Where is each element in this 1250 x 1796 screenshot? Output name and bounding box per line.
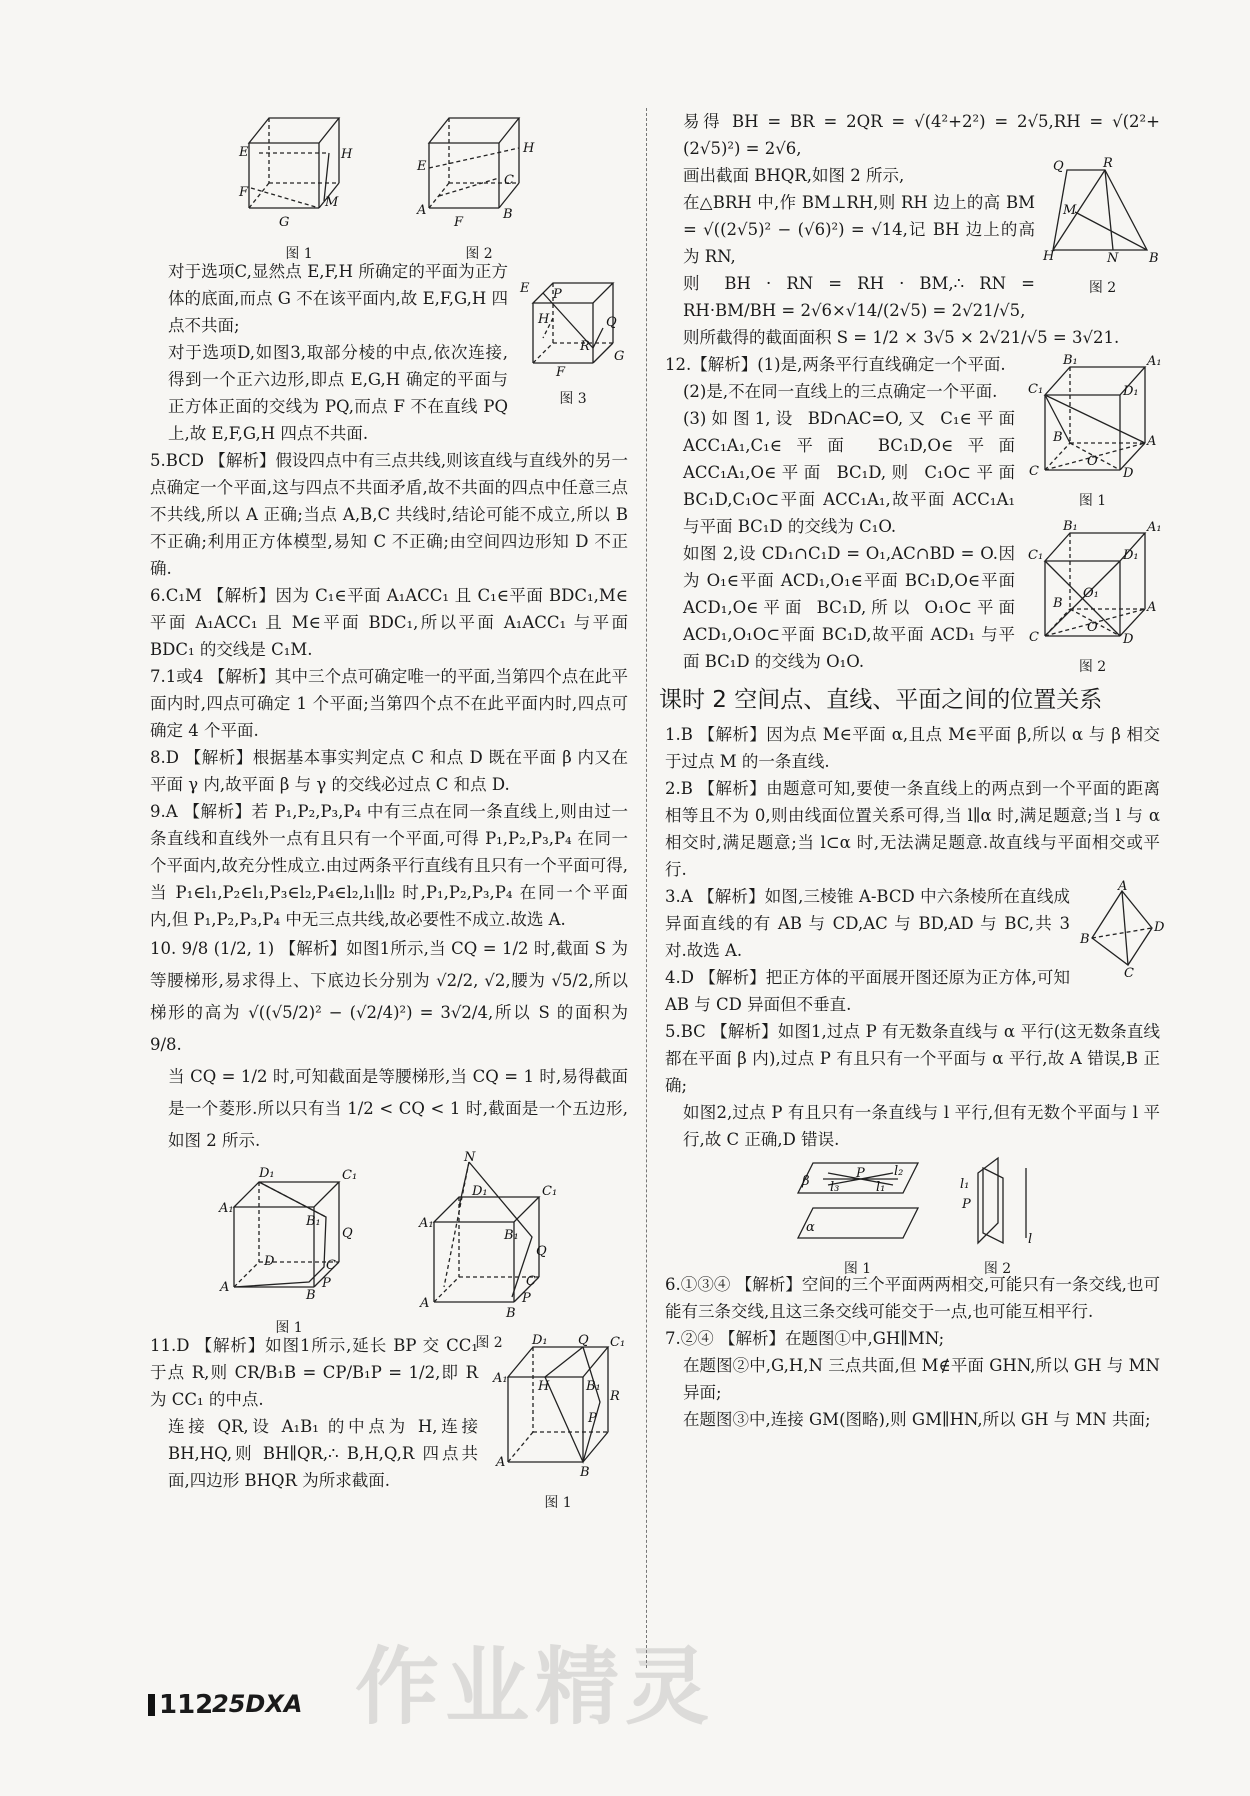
- planes-figure-2: [958, 1153, 1038, 1277]
- svg-text:Q: Q: [578, 1333, 589, 1348]
- svg-text:O: O: [1087, 620, 1098, 635]
- planes-fig2-caption: 图 2: [983, 1261, 1012, 1277]
- svg-text:M: M: [325, 195, 339, 210]
- figure-1-caption: 图 1: [285, 246, 313, 262]
- q11-cont-1: 易得 BH = BR = 2QR = √(4²+2²) = 2√5,RH = √(2²+(2√5)²) = 2√6,: [683, 112, 1160, 158]
- svg-text:H: H: [538, 1379, 550, 1394]
- svg-text:G: G: [614, 349, 625, 364]
- q11-figure-caption: 图 1: [544, 1495, 572, 1511]
- svg-text:A: A: [496, 1455, 506, 1470]
- q10-figures: [150, 1150, 628, 1351]
- q11-cont-5: 则所截得的截面面积 S = 1/2 × 3√5 × 2√21/√5 = 3√21.: [683, 328, 1120, 347]
- svg-text:P: P: [588, 1411, 597, 1426]
- svg-text:α: α: [805, 1220, 815, 1235]
- svg-text:E: E: [417, 159, 427, 174]
- lesson2-answer-6: 6.①③④ 【解析】空间的三个平面两两相交,可能只有一条交线,也可能有三条交线,且这三条交线可能交于一点,也可能互相平行.: [665, 1275, 1160, 1321]
- svg-text:l₂: l₂: [893, 1164, 903, 1179]
- tetrahedron-figure: [1080, 879, 1165, 986]
- trapezoid-bhqr: [1043, 156, 1160, 267]
- svg-text:A: A: [1147, 434, 1157, 449]
- page-marker-icon: [148, 1694, 155, 1716]
- left-column: [150, 108, 628, 1521]
- lesson2-answer-1: 1.B 【解析】因为点 M∈平面 α,且点 M∈平面 β,所以 α 与 β 相交于过点 M 的一条直线.: [665, 725, 1160, 771]
- svg-text:B: B: [1053, 596, 1063, 611]
- lesson2-answer-4: 4.D 【解析】把正方体的平面展开图还原为正方体,可知 AB 与 CD 异面但不垂直.: [665, 968, 1070, 1014]
- svg-text:B: B: [1053, 430, 1063, 445]
- figure-2-top: [409, 108, 549, 262]
- svg-text:F: F: [239, 185, 249, 200]
- svg-text:A: A: [417, 203, 427, 218]
- lesson-heading: 课时 2 空间点、直线、平面之间的位置关系: [659, 687, 1103, 713]
- figure-3-caption: 图 3: [559, 391, 587, 407]
- svg-text:P: P: [553, 287, 562, 302]
- svg-text:O: O: [1087, 454, 1098, 469]
- svg-text:B₁: B₁: [1063, 353, 1078, 368]
- svg-text:N: N: [464, 1150, 476, 1165]
- figure-3: [518, 278, 628, 413]
- svg-text:Q: Q: [606, 315, 617, 330]
- svg-text:D: D: [1123, 466, 1134, 481]
- svg-text:l₃: l₃: [829, 1180, 839, 1195]
- svg-text:Q: Q: [342, 1226, 353, 1241]
- svg-text:D: D: [264, 1254, 275, 1269]
- lesson2-answer-2: 2.B 【解析】由题意可知,要使一条直线上的两点到一个平面的距离相等且不为 0,则由线面位置关系可得,当 l∥α 时,满足题意;当 l 与 α 相交时,满足题意;当 l⊂α 时,无法满足题意.故直线与平面相交或平行.: [665, 779, 1160, 879]
- svg-text:B₁: B₁: [504, 1228, 519, 1243]
- svg-text:A₁: A₁: [1147, 520, 1162, 535]
- cube-q10-fig1: [214, 1157, 364, 1307]
- q12-fig1-caption: 图 1: [1078, 493, 1107, 509]
- planes-fig2: [958, 1153, 1038, 1248]
- tetrahedron: [1080, 879, 1165, 981]
- q11-cont-4: 则 BH · RN = RH · BM,∴ RN = RH·BM/BH = 2√6×√14/(2√5) = 2√21/√5,: [683, 274, 1035, 320]
- svg-text:P: P: [855, 1166, 865, 1181]
- page-number: [148, 1690, 213, 1720]
- svg-text:A: A: [420, 1296, 430, 1311]
- svg-text:B: B: [580, 1465, 590, 1480]
- answer-10-tail: 当 CQ = 1/2 时,可知截面是等腰梯形,当 CQ = 1 时,易得截面是一个菱形.所以只有当 1/2 < CQ < 1 时,截面是一个五边形,如图 2 所示.: [168, 1067, 628, 1150]
- q11-figure: [488, 1332, 628, 1517]
- answer-8: 8.D 【解析】根据基本事实判定点 C 和点 D 既在平面 β 内又在平面 γ 内,故平面 β 与 γ 的交线必过点 C 和点 D.: [150, 748, 628, 794]
- svg-text:B: B: [1080, 932, 1090, 947]
- lesson2-answer-3: 3.A 【解析】如图,三棱锥 A-BCD 中六条棱所在直线成异面直线的有 AB 与 CD,AC 与 BD,AD 与 BC,共 3 对.故选 A.: [665, 887, 1070, 960]
- svg-text:R: R: [610, 1389, 620, 1404]
- svg-text:A: A: [220, 1280, 230, 1295]
- planes-figures: [665, 1153, 1160, 1277]
- trapezoid-caption: 图 2: [1088, 280, 1117, 296]
- cube-q12-fig2: [1025, 521, 1160, 646]
- svg-text:H: H: [341, 147, 353, 162]
- svg-text:A₁: A₁: [1147, 354, 1162, 369]
- answer-12c: (3)如图1,设 BD∩AC=O,又 C₁∈平面 ACC₁A₁,C₁∈平面 BC₁D,O∈平面 ACC₁A₁,O∈平面 BC₁D,则 C₁O⊂平面 BC₁D,C₁O⊂平面 ACC₁A₁,故平面 ACC₁A₁ 与平面 BC₁D 的交线为 C₁O.: [683, 409, 1015, 536]
- lesson2-answer-7b: 在题图②中,G,H,N 三点共面,但 M∉平面 GHN,所以 GH 与 MN 异面;: [683, 1356, 1160, 1402]
- top-figures: [150, 108, 628, 262]
- svg-text:A₁: A₁: [219, 1201, 234, 1216]
- svg-text:C: C: [1029, 630, 1039, 645]
- svg-text:D₁: D₁: [532, 1333, 548, 1348]
- svg-text:l₁: l₁: [875, 1180, 885, 1195]
- planes-fig1-caption: 图 1: [843, 1261, 872, 1277]
- svg-text:P: P: [322, 1276, 331, 1291]
- svg-text:D₁: D₁: [1123, 548, 1139, 563]
- q10-figure-1: [214, 1157, 364, 1336]
- answer-7: 7.1或4 【解析】其中三个点可确定唯一的平面,当第四个点在此平面内时,四点可确定 1 个平面;当第四个点不在此平面内时,四点可确定 4 个平面.: [150, 667, 628, 740]
- svg-text:H: H: [538, 312, 550, 327]
- svg-text:R: R: [1103, 156, 1113, 171]
- right-column: [659, 108, 1165, 1433]
- svg-text:D₁: D₁: [472, 1184, 488, 1199]
- svg-text:H: H: [1043, 249, 1055, 264]
- option-c-text: 对于选项C,显然点 E,F,H 所确定的平面为正方体的底面,而点 G 不在该平面内,故 E,F,G,H 四点不共面;: [168, 262, 508, 335]
- answer-10-head: 10. 9/8 (1/2, 1) 【解析】如图1所示,当 CQ = 1/2 时,截面 S 为等腰梯形,易求得上、下底边长分别为 √2/2, √2,腰为 √5/2,所以梯形的高为 √((√5/2)² − (√2/4)²) = 3√2/4,所以 S 的面积为 9/8.: [150, 939, 628, 1054]
- svg-text:C: C: [1029, 464, 1039, 479]
- q12-fig2-caption: 图 2: [1078, 659, 1107, 675]
- answer-5: 5.BCD 【解析】假设四点中有三点共线,则该直线与直线外的另一点确定一个平面,这与四点不共面矛盾,故不共面的四点中任意三点不共线,所以 A 正确;当点 A,B,C 共线时,结论可能不成立,所以 B 不正确;利用正方体模型,易知 C 不正确;由空间四边形知 D 不正确.: [150, 451, 628, 578]
- svg-text:C: C: [1124, 966, 1134, 981]
- svg-text:R: R: [580, 339, 590, 354]
- cube-figure-1: [229, 108, 369, 233]
- svg-text:P: P: [961, 1197, 971, 1212]
- q12-figures: [1025, 355, 1160, 681]
- svg-text:B: B: [1149, 251, 1159, 266]
- svg-text:D: D: [1123, 632, 1134, 647]
- svg-text:C₁: C₁: [542, 1184, 558, 1199]
- svg-text:P: P: [522, 1291, 531, 1306]
- svg-text:β: β: [801, 1174, 810, 1189]
- svg-text:F: F: [556, 365, 566, 380]
- answer-11-b: 连接 QR,设 A₁B₁ 的中点为 H,连接 BH,HQ,则 BH∥QR,∴ B,H,Q,R 四点共面,四边形 BHQR 为所求截面.: [168, 1417, 478, 1490]
- answer-9: 9.A 【解析】若 P₁,P₂,P₃,P₄ 中有三点在同一条直线上,则由过一条直线和直线外一点有且只有一个平面,可得 P₁,P₂,P₃,P₄ 在同一个平面内,故充分性成立.由过两条平行直线有且只有一个平面可得,当 P₁∈l₁,P₂∈l₁,P₃∈l₂,P₄∈l₂,l₁∥l₂ 时,P₁,P₂,P₃,P₄ 在同一个平面内,但 P₁,P₂,P₃,P₄ 中无三点共线,故必要性不成立.故选 A.: [150, 802, 628, 929]
- column-divider: [646, 108, 647, 1668]
- option-d-text: 对于选项D,如图3,取部分棱的中点,依次连接,得到一个正六边形,即点 E,G,H 确定的平面与正方体正面的交线为 PQ,而点 F 不在直线 PQ 上,故 E,F,G,H 四点不共面.: [168, 343, 508, 443]
- svg-text:B: B: [506, 1306, 516, 1321]
- svg-text:B: B: [306, 1288, 316, 1303]
- answer-6: 6.C₁M 【解析】因为 C₁∈平面 A₁ACC₁ 且 C₁∈平面 BDC₁,M∈平面 A₁ACC₁ 且 M∈平面 BDC₁,所以平面 A₁ACC₁ 与平面 BDC₁ 的交线是 C₁M.: [150, 586, 628, 659]
- trapezoid-figure: [1043, 156, 1160, 302]
- svg-text:F: F: [454, 215, 464, 230]
- answer-11: 11.D 【解析】如图1所示,延长 BP 交 CC₁ 于点 R,则 CR/B₁B = CP/B₁P = 1/2,即 R 为 CC₁ 的中点.: [150, 1336, 478, 1409]
- svg-text:l: l: [1027, 1232, 1032, 1247]
- q11-cont-2: 画出截面 BHQR,如图 2 所示,: [683, 166, 905, 185]
- book-code: 25DXA: [212, 1690, 303, 1718]
- svg-text:D₁: D₁: [259, 1166, 275, 1181]
- svg-text:N: N: [1107, 251, 1119, 266]
- figure-2-caption: 图 2: [465, 246, 493, 262]
- answer-12d: 如图 2,设 CD₁∩C₁D = O₁,AC∩BD = O.因为 O₁∈平面 ACD₁,O₁∈平面 BC₁D,O∈平面 ACD₁,O∈平面 BC₁D,所以 O₁O⊂平面 ACD₁,O₁O⊂平面 BC₁D,故平面 ACD₁ 与平面 BC₁D 的交线为 O₁O.: [683, 544, 1015, 671]
- svg-text:C: C: [526, 1274, 536, 1289]
- svg-text:B: B: [503, 207, 513, 222]
- answer-12a: 12.【解析】(1)是,两条平行直线确定一个平面.: [665, 355, 1006, 374]
- page-number-text: 112: [159, 1690, 214, 1720]
- svg-text:B₁: B₁: [306, 1214, 321, 1229]
- svg-text:H: H: [523, 141, 535, 156]
- svg-text:B₁: B₁: [586, 1379, 601, 1394]
- svg-text:A₁: A₁: [493, 1371, 508, 1386]
- svg-text:C₁: C₁: [1028, 548, 1044, 563]
- lesson2-answer-7c: 在题图③中,连接 GM(图略),则 GM∥HN,所以 GH 与 MN 共面;: [683, 1410, 1151, 1429]
- svg-text:A: A: [1118, 879, 1128, 894]
- cube-q12-fig1: [1025, 355, 1160, 480]
- cube-figure-3: [518, 278, 628, 378]
- svg-text:C: C: [326, 1258, 336, 1273]
- svg-text:B₁: B₁: [1063, 519, 1078, 534]
- planes-fig1: [788, 1153, 928, 1248]
- svg-text:D: D: [1154, 920, 1165, 935]
- svg-text:E: E: [520, 281, 530, 296]
- svg-text:C₁: C₁: [342, 1168, 358, 1183]
- answer-12b: (2)是,不在同一直线上的三点确定一个平面.: [683, 382, 998, 401]
- svg-text:Q: Q: [1053, 159, 1064, 174]
- svg-text:M: M: [1063, 203, 1077, 218]
- lesson2-answer-5a: 5.BC 【解析】如图1,过点 P 有无数条直线与 α 平行(这无数条直线都在平面 β 内),过点 P 有且只有一个平面与 α 平行,故 A 错误,B 正确;: [665, 1022, 1160, 1095]
- svg-text:A₁: A₁: [419, 1216, 434, 1231]
- q10-figure-1-caption: 图 1: [275, 1320, 303, 1336]
- q10-figure-2: [414, 1150, 564, 1351]
- svg-text:A: A: [1147, 600, 1157, 615]
- lesson2-answer-7a: 7.②④ 【解析】在题图①中,GH∥MN;: [665, 1329, 945, 1348]
- q11-cont-3: 在△BRH 中,作 BM⊥RH,则 RH 边上的高 BM = √((2√5)² − (√6)²) = √14,记 BH 边上的高为 RN,: [683, 193, 1035, 266]
- watermark: 作业精灵: [355, 1638, 716, 1736]
- svg-text:E: E: [239, 145, 249, 160]
- svg-text:C: C: [504, 173, 514, 188]
- figure-1-top: [229, 108, 369, 262]
- svg-text:G: G: [279, 215, 290, 230]
- cube-figure-2: [409, 108, 549, 233]
- svg-text:Q: Q: [536, 1244, 547, 1259]
- svg-text:l₁: l₁: [959, 1177, 969, 1192]
- planes-figure-1: [788, 1153, 928, 1277]
- svg-text:C₁: C₁: [610, 1335, 626, 1350]
- lesson2-answer-5b: 如图2,过点 P 有且只有一条直线与 l 平行,但有无数个平面与 l 平行,故 C 正确,D 错误.: [683, 1103, 1160, 1149]
- q10-figure-2-caption: 图 2: [475, 1335, 503, 1351]
- cube-q10-fig2: [414, 1150, 564, 1322]
- svg-text:O₁: O₁: [1083, 586, 1099, 601]
- svg-text:D₁: D₁: [1123, 384, 1139, 399]
- svg-text:C₁: C₁: [1028, 382, 1044, 397]
